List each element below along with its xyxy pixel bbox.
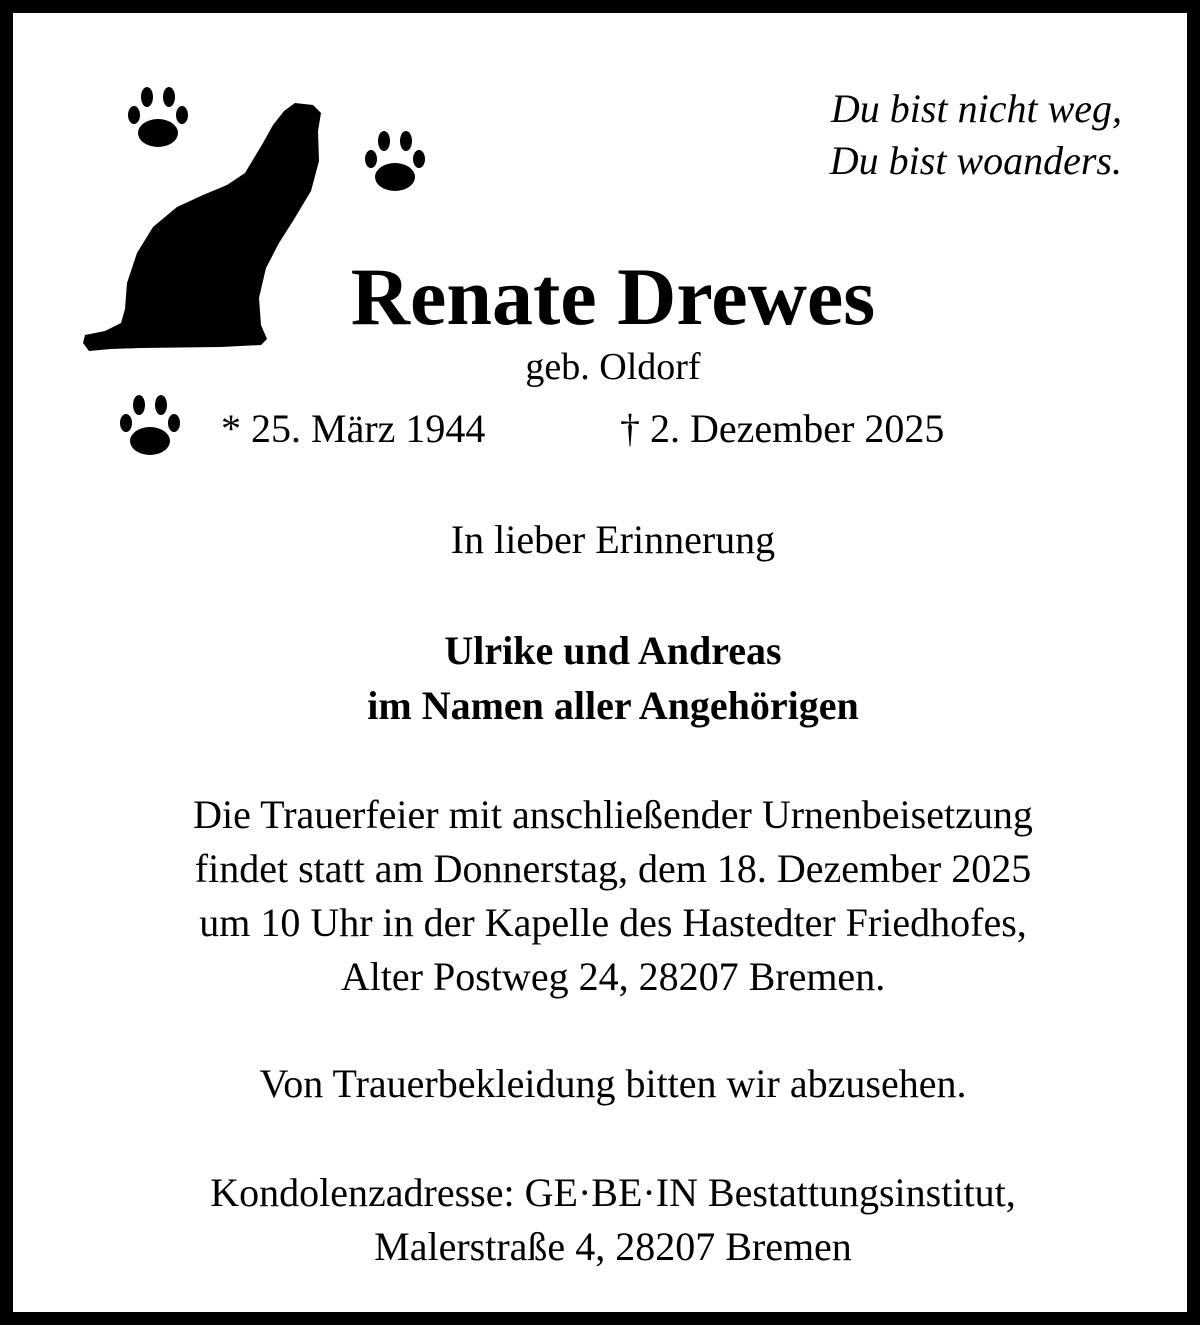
condolence-address <box>13 1166 1200 1274</box>
deceased-name-text: Renate Drewes <box>350 251 876 342</box>
ceremony-line-1: Die Trauerfeier mit anschließender Urnenbeisetzung <box>193 792 1033 837</box>
ceremony-line-4: Alter Postweg 24, 28207 Bremen. <box>340 954 886 999</box>
memory-line: In lieber Erinnerung <box>450 517 776 562</box>
family-line-2: im Namen aller Angehörigen <box>367 683 859 728</box>
paw-print-icon <box>125 75 191 155</box>
ceremony-line-3: um 10 Uhr in der Kapelle des Hastedter Friedhofes, <box>199 900 1027 945</box>
family-signature <box>13 623 1200 733</box>
ceremony-info <box>13 788 1200 1004</box>
death-date: † 2. Dezember 2025 <box>620 406 945 451</box>
condolence-line-2: Malerstraße 4, 28207 Bremen <box>374 1224 852 1269</box>
birth-date: * 25. März 1944 <box>221 406 486 451</box>
condolence-line-1: Kondolenzadresse: GE·BE·IN Bestattungsinstitut, <box>210 1170 1016 1215</box>
ceremony-line-2: findet statt am Donnerstag, dem 18. Dezember 2025 <box>194 846 1032 891</box>
paw-print-icon <box>117 383 183 463</box>
family-line-1: Ulrike und Andreas <box>444 628 782 673</box>
quote <box>830 83 1122 187</box>
quote-line-1: Du bist nicht weg, <box>830 86 1122 131</box>
quote-line-2: Du bist woanders. <box>829 138 1122 183</box>
dress-note: Von Trauerbekleidung bitten wir abzusehen. <box>259 1061 967 1106</box>
paw-print-icon <box>362 119 428 199</box>
maiden-name: geb. Oldorf <box>525 346 701 388</box>
deceased-name <box>13 249 1200 345</box>
